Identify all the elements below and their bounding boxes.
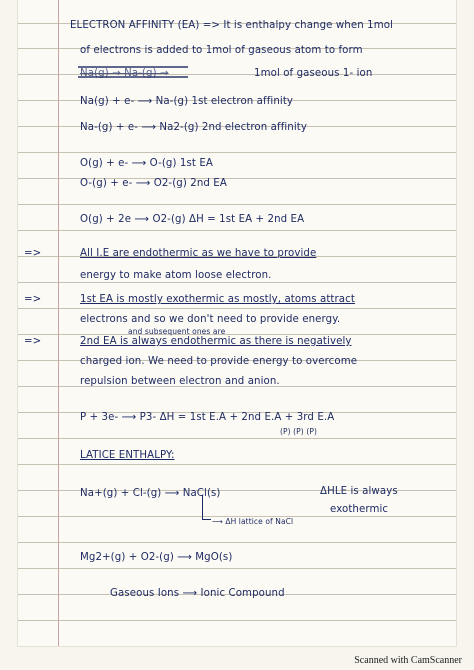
arrow-marker: => xyxy=(24,336,42,347)
equation-nacl: Na+(g) + Cl-(g) ⟶ NaCl(s) xyxy=(80,488,221,499)
inserted-note: and subsequent ones are xyxy=(128,327,226,336)
equation-na-1st: Na(g) + e- ⟶ Na-(g) 1st electron affinity xyxy=(80,96,294,107)
note-1st-ea-line-1: 1st EA is mostly exothermic as mostly, atoms attract xyxy=(80,294,355,305)
summary-line: Gaseous Ions ⟶ Ionic Compound xyxy=(110,588,285,599)
branch-arrow xyxy=(202,495,211,520)
equation-na-2nd: Na-(g) + e- ⟶ Na2-(g) 2nd electron affinity xyxy=(80,122,308,133)
lattice-delta-h-note: ⟶ ΔH lattice of NaCl xyxy=(212,517,294,526)
struck-text: Na(g) → Na-(g) → xyxy=(80,68,169,79)
ruled-line xyxy=(18,334,456,335)
ruled-line xyxy=(18,620,456,621)
notebook-page xyxy=(18,0,456,646)
scanner-watermark: Scanned with CamScanner xyxy=(354,655,462,666)
ruled-line xyxy=(18,308,456,309)
ea-definition-line-1: ELECTRON AFFINITY (EA) => It is enthalpy change when 1mol xyxy=(70,20,393,31)
lattice-enthalpy-heading: LATICE ENTHALPY: xyxy=(80,450,175,461)
ruled-line xyxy=(18,204,456,205)
ea-definition-line-3: 1mol of gaseous 1- ion xyxy=(254,68,373,79)
note-2nd-ea-line-3: repulsion between electron and anion. xyxy=(80,376,280,387)
equation-o-2nd: O-(g) + e- ⟶ O2-(g) 2nd EA xyxy=(80,178,227,189)
equation-phosphorus: P + 3e- ⟶ P3- ΔH = 1st E.A + 2nd E.A + 3rd E.A xyxy=(80,412,335,423)
note-2nd-ea-line-1: 2nd EA is always endothermic as there is negatively xyxy=(80,336,352,347)
note-2nd-ea-line-2: charged ion. We need to provide energy to overcome xyxy=(80,356,358,367)
ruled-line xyxy=(18,230,456,231)
note-ie-line-1: All I.E are endothermic as we have to provide xyxy=(80,248,317,259)
equation-o-overall: O(g) + 2e ⟶ O2-(g) ΔH = 1st EA + 2nd EA xyxy=(80,214,305,225)
ruled-line xyxy=(18,542,456,543)
ea-definition-line-2: of electrons is added to 1mol of gaseous atom to form xyxy=(80,45,363,56)
ruled-line xyxy=(18,438,456,439)
ruled-line xyxy=(18,152,456,153)
arrow-marker: => xyxy=(24,248,42,259)
equation-mgo: Mg2+(g) + O2-(g) ⟶ MgO(s) xyxy=(80,552,233,563)
lattice-note-line-2: exothermic xyxy=(330,504,389,515)
equation-o-1st: O(g) + e- ⟶ O-(g) 1st EA xyxy=(80,158,213,169)
margin-line xyxy=(58,0,59,646)
ruled-line xyxy=(18,282,456,283)
arrow-marker: => xyxy=(24,294,42,305)
lattice-note-line-1: ΔHLE is always xyxy=(320,486,398,497)
ruled-line xyxy=(18,464,456,465)
note-1st-ea-line-2: electrons and so we don't need to provide energy. xyxy=(80,314,341,325)
ruled-line xyxy=(18,568,456,569)
note-ie-line-2: energy to make atom loose electron. xyxy=(80,270,272,281)
equation-phosphorus-subscripts: (P) (P) (P) xyxy=(280,427,317,436)
